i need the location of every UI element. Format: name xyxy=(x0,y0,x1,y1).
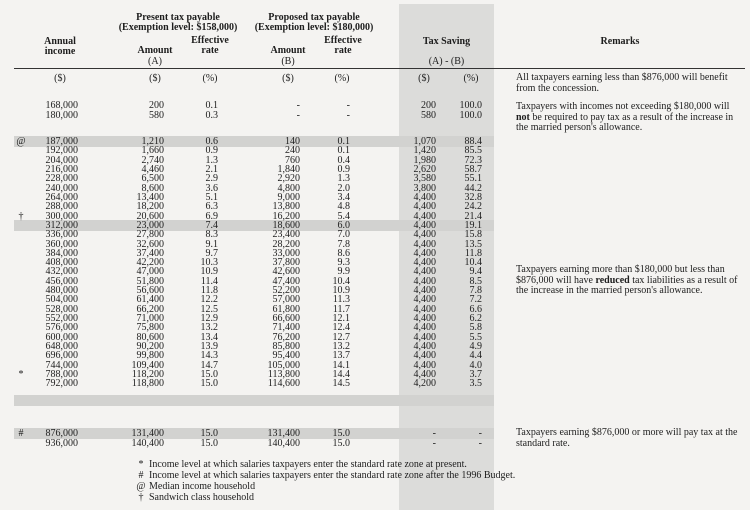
cell-save: 4,400 xyxy=(413,257,436,269)
cell-pr: 14.7 xyxy=(200,359,218,371)
cell-income: 456,000 xyxy=(45,275,78,287)
cell-pb: 95,400 xyxy=(272,350,300,362)
cell-pa: 2,740 xyxy=(141,154,164,166)
cell-pa: 118,200 xyxy=(131,369,164,380)
cell-save: 4,400 xyxy=(413,191,436,203)
cell-pa: 23,000 xyxy=(136,219,164,231)
header-present-title: Present tax payable xyxy=(136,12,220,23)
cell-pr: 1.3 xyxy=(205,154,218,166)
cell-save-pct: 55.1 xyxy=(464,173,482,185)
header-col-a: (A) xyxy=(148,56,162,67)
cell-prb: 0.9 xyxy=(337,163,350,175)
cell-save: 2,620 xyxy=(413,163,436,175)
cell-save-pct: 4.0 xyxy=(469,359,482,371)
cell-prb: - xyxy=(346,110,350,121)
remark-reduced-bold: reduced xyxy=(595,274,630,286)
cell-income: 480,000 xyxy=(45,285,78,297)
cell-pr: 10.3 xyxy=(200,257,218,269)
cell-mark: † xyxy=(18,210,24,222)
cell-save: 200 xyxy=(421,100,436,111)
cell-income: 300,000 xyxy=(45,210,78,222)
footnote-dagger-text: Sandwich class household xyxy=(149,492,254,503)
cell-pa: 61,400 xyxy=(136,294,164,306)
cell-prb: - xyxy=(346,100,350,111)
cell-pr: 0.3 xyxy=(205,110,218,121)
footnote-dagger-mark: † xyxy=(138,492,144,503)
cell-save: 4,400 xyxy=(413,350,436,362)
cell-pa: 118,800 xyxy=(131,378,164,390)
cell-save-pct: 10.4 xyxy=(464,257,482,269)
footnote-star-mark: * xyxy=(138,459,144,470)
cell-save: 1,420 xyxy=(413,145,436,157)
header-present-amount: Amount xyxy=(137,45,173,56)
unit-income: ($) xyxy=(54,73,66,84)
cell-income: 696,000 xyxy=(45,350,78,362)
footnote-dagger xyxy=(133,492,254,503)
cell-save-pct: 9.4 xyxy=(469,266,482,278)
cell-pa: 20,600 xyxy=(136,210,164,222)
cell-save: 3,580 xyxy=(413,173,436,185)
cell-income: 336,000 xyxy=(45,229,78,241)
cell-pb: 85,800 xyxy=(272,341,300,353)
cell-pb: 71,400 xyxy=(272,322,300,334)
cell-save-pct: - xyxy=(478,437,482,449)
cell-income: 788,000 xyxy=(45,369,78,380)
cell-save: 4,400 xyxy=(413,201,436,213)
cell-prb: 0.1 xyxy=(337,145,350,157)
unit-saving-pct: (%) xyxy=(463,73,479,84)
cell-save: 4,200 xyxy=(413,378,436,390)
cell-pb: 37,800 xyxy=(272,257,300,269)
cell-save: - xyxy=(432,437,436,449)
cell-save: 4,400 xyxy=(413,219,436,231)
cell-pb: 57,000 xyxy=(272,294,300,306)
cell-pb: - xyxy=(296,100,300,111)
cell-pr: 12.9 xyxy=(200,313,218,325)
cell-income: 528,000 xyxy=(45,303,78,315)
header-tax-saving: Tax Saving xyxy=(422,36,471,47)
cell-pr: 3.6 xyxy=(205,182,218,194)
cell-pb: 23,400 xyxy=(272,229,300,241)
cell-income: 936,000 xyxy=(45,437,78,449)
cell-save-pct: - xyxy=(478,428,482,439)
cell-save: 1,070 xyxy=(413,136,436,147)
unit-saving: ($) xyxy=(418,73,430,84)
cell-save: 4,400 xyxy=(413,331,436,343)
cell-pb: 2,920 xyxy=(277,173,300,185)
cell-save: 4,400 xyxy=(413,341,436,353)
cell-prb: 9.9 xyxy=(337,266,350,278)
cell-pr: 14.3 xyxy=(200,350,218,362)
header-present-rate-1: Effective xyxy=(191,35,229,46)
cell-income: 552,000 xyxy=(45,313,78,325)
cell-pr: 12.2 xyxy=(200,294,218,306)
header-present-exemption: (Exemption level: $158,000) xyxy=(118,22,238,33)
cell-pb: 76,200 xyxy=(272,331,300,343)
cell-pb: - xyxy=(296,110,300,121)
cell-pr: 5.1 xyxy=(205,191,218,203)
cell-prb: 12.4 xyxy=(332,322,350,334)
cell-prb: 12.1 xyxy=(332,313,350,325)
cell-pr: 11.8 xyxy=(200,285,218,297)
cell-mark: * xyxy=(18,369,24,380)
cell-save-pct: 19.1 xyxy=(464,219,482,231)
cell-prb: 14.1 xyxy=(332,359,350,371)
cell-pr: 11.4 xyxy=(200,275,218,287)
cell-income: 384,000 xyxy=(45,247,78,259)
cell-pb: 42,600 xyxy=(272,266,300,278)
cell-save: - xyxy=(432,428,436,439)
cell-income: 228,000 xyxy=(45,173,78,185)
cell-pr: 2.9 xyxy=(205,173,218,185)
cell-prb: 13.7 xyxy=(332,350,350,362)
remark-no-tax-bold: not xyxy=(516,111,530,123)
cell-save-pct: 32.8 xyxy=(464,191,482,203)
cell-pr: 0.6 xyxy=(205,136,218,147)
cell-income: 432,000 xyxy=(45,266,78,278)
cell-save-pct: 11.8 xyxy=(464,247,482,259)
cell-pa: 200 xyxy=(149,100,164,111)
cell-save: 4,400 xyxy=(413,322,436,334)
cell-pb: 105,000 xyxy=(267,359,300,371)
cell-pr: 10.9 xyxy=(200,266,218,278)
footnote-at-mark: @ xyxy=(136,481,146,492)
cell-prb: 15.0 xyxy=(332,437,350,449)
cell-pa: 1,210 xyxy=(141,136,164,147)
cell-pa: 131,400 xyxy=(131,428,164,439)
cell-save: 4,400 xyxy=(413,247,436,259)
cell-pr: 6.3 xyxy=(205,201,218,213)
cell-prb: 14.4 xyxy=(332,369,350,380)
cell-save-pct: 21.4 xyxy=(464,210,482,222)
cell-pb: 760 xyxy=(285,154,300,166)
header-present-rate-2: rate xyxy=(201,45,219,56)
cell-pr: 15.0 xyxy=(200,369,218,380)
cell-pr: 8.3 xyxy=(205,229,218,241)
cell-save-pct: 6.2 xyxy=(469,313,482,325)
footnote-at-text: Median income household xyxy=(149,481,256,492)
cell-prb: 10.4 xyxy=(332,275,350,287)
cell-income: 576,000 xyxy=(45,322,78,334)
cell-save: 580 xyxy=(421,110,436,121)
header-proposed-title: Proposed tax payable xyxy=(268,12,360,23)
cell-pa: 140,400 xyxy=(131,437,164,449)
header-annual-income-2: income xyxy=(44,46,76,57)
cell-pa: 99,800 xyxy=(136,350,164,362)
cell-prb: 10.9 xyxy=(332,285,350,297)
footnote-star xyxy=(133,459,467,470)
cell-prb: 11.3 xyxy=(332,294,350,306)
cell-save-pct: 88.4 xyxy=(464,136,482,147)
cell-income: 192,000 xyxy=(45,145,78,157)
cell-income: 600,000 xyxy=(45,331,78,343)
cell-prb: 14.5 xyxy=(332,378,350,390)
cell-income: 240,000 xyxy=(45,182,78,194)
cell-prb: 7.0 xyxy=(337,229,350,241)
cell-prb: 6.0 xyxy=(337,219,350,231)
cell-pr: 6.9 xyxy=(205,210,218,222)
cell-save: 4,400 xyxy=(413,210,436,222)
cell-prb: 0.4 xyxy=(337,154,350,166)
cell-pa: 42,200 xyxy=(136,257,164,269)
highlight-row-standard-present xyxy=(14,395,494,406)
cell-pb: 114,600 xyxy=(267,378,300,390)
cell-pa: 6,500 xyxy=(141,173,164,185)
cell-pb: 33,000 xyxy=(272,247,300,259)
cell-income: 168,000 xyxy=(45,100,78,111)
cell-income: 876,000 xyxy=(45,428,78,439)
cell-pb: 52,200 xyxy=(272,285,300,297)
cell-income: 312,000 xyxy=(45,219,78,231)
cell-save-pct: 4.4 xyxy=(469,350,482,362)
cell-pr: 13.4 xyxy=(200,331,218,343)
cell-pr: 15.0 xyxy=(200,437,218,449)
unit-present-amount: ($) xyxy=(149,73,161,84)
header-rule xyxy=(14,68,745,69)
cell-mark: # xyxy=(18,428,24,439)
cell-save-pct: 72.3 xyxy=(464,154,482,166)
cell-pa: 80,600 xyxy=(136,331,164,343)
cell-pa: 90,200 xyxy=(136,341,164,353)
cell-prb: 13.2 xyxy=(332,341,350,353)
cell-prb: 9.3 xyxy=(337,257,350,269)
cell-income: 504,000 xyxy=(45,294,78,306)
header-col-b: (B) xyxy=(281,56,295,67)
cell-save-pct: 7.2 xyxy=(469,294,482,306)
cell-pa: 32,600 xyxy=(136,238,164,250)
cell-pr: 13.9 xyxy=(200,341,218,353)
cell-save: 4,400 xyxy=(413,303,436,315)
cell-save-pct: 100.0 xyxy=(459,110,482,121)
cell-save-pct: 44.2 xyxy=(464,182,482,194)
cell-prb: 1.3 xyxy=(337,173,350,185)
cell-income: 648,000 xyxy=(45,341,78,353)
cell-pb: 61,800 xyxy=(272,303,300,315)
cell-pr: 0.9 xyxy=(205,145,218,157)
footnote-star-text: Income level at which salaries taxpayers enter the standard rate zone at present. xyxy=(149,459,467,470)
remark-no-tax xyxy=(516,102,744,134)
cell-save-pct: 7.8 xyxy=(469,285,482,297)
cell-pa: 27,800 xyxy=(136,229,164,241)
remark-reduced-text-2: tax liabilities as a result of the increase in the married person's allowance. xyxy=(516,274,738,296)
cell-save-pct: 3.5 xyxy=(469,378,482,390)
cell-save: 4,400 xyxy=(413,313,436,325)
cell-prb: 4.8 xyxy=(337,201,350,213)
cell-save: 4,400 xyxy=(413,359,436,371)
cell-pb: 18,600 xyxy=(272,219,300,231)
cell-income: 216,000 xyxy=(45,163,78,175)
remark-standard-rate: Taxpayers earning $876,000 or more will pay tax at the standard rate. xyxy=(516,427,738,449)
cell-save: 4,400 xyxy=(413,369,436,380)
cell-pr: 15.0 xyxy=(200,378,218,390)
cell-save-pct: 6.6 xyxy=(469,303,482,315)
cell-prb: 7.8 xyxy=(337,238,350,250)
remark-no-tax-text-1: Taxpayers with incomes not exceeding $180,000 will xyxy=(516,101,730,112)
cell-save-pct: 85.5 xyxy=(464,145,482,157)
cell-pb: 66,600 xyxy=(272,313,300,325)
footnote-hash xyxy=(133,470,515,481)
cell-pa: 580 xyxy=(149,110,164,121)
cell-save: 3,800 xyxy=(413,182,436,194)
cell-income: 180,000 xyxy=(45,110,78,121)
cell-mark: @ xyxy=(16,136,26,147)
cell-pb: 1,840 xyxy=(277,163,300,175)
header-proposed-amount: Amount xyxy=(270,45,306,56)
cell-save-pct: 15.8 xyxy=(464,229,482,241)
cell-prb: 3.4 xyxy=(337,191,350,203)
cell-pb: 140 xyxy=(285,136,300,147)
cell-pb: 4,800 xyxy=(277,182,300,194)
cell-pb: 131,400 xyxy=(267,428,300,439)
cell-save-pct: 58.7 xyxy=(464,163,482,175)
header-proposed-rate-2: rate xyxy=(334,45,352,56)
cell-pa: 13,400 xyxy=(136,191,164,203)
remark-no-tax-text-2: be required to pay tax as a result of the increase in the married person's allowance. xyxy=(516,111,734,133)
cell-income: 187,000 xyxy=(45,136,78,147)
cell-pa: 71,000 xyxy=(136,313,164,325)
cell-save: 4,400 xyxy=(413,294,436,306)
cell-pb: 13,800 xyxy=(272,201,300,213)
header-remarks: Remarks xyxy=(600,36,640,47)
cell-income: 360,000 xyxy=(45,238,78,250)
cell-income: 288,000 xyxy=(45,201,78,213)
cell-pa: 109,400 xyxy=(131,359,164,371)
cell-pa: 51,800 xyxy=(136,275,164,287)
cell-save: 4,400 xyxy=(413,285,436,297)
header-proposed-exemption: (Exemption level: $180,000) xyxy=(254,22,374,33)
remark-reduced xyxy=(516,265,744,297)
cell-save-pct: 13.5 xyxy=(464,238,482,250)
cell-pa: 66,200 xyxy=(136,303,164,315)
unit-proposed-rate: (%) xyxy=(334,73,350,84)
cell-save-pct: 5.5 xyxy=(469,331,482,343)
cell-save-pct: 8.5 xyxy=(469,275,482,287)
unit-proposed-amount: ($) xyxy=(282,73,294,84)
cell-pb: 9,000 xyxy=(277,191,300,203)
cell-income: 264,000 xyxy=(45,191,78,203)
cell-save-pct: 3.7 xyxy=(469,369,482,380)
cell-save: 4,400 xyxy=(413,229,436,241)
cell-pb: 16,200 xyxy=(272,210,300,222)
cell-pr: 9.1 xyxy=(205,238,218,250)
cell-prb: 8.6 xyxy=(337,247,350,259)
footnote-hash-text: Income level at which salaries taxpayers enter the standard rate zone after the 1996 Budget. xyxy=(149,470,516,481)
cell-pa: 1,660 xyxy=(141,145,164,157)
cell-income: 204,000 xyxy=(45,154,78,166)
cell-pa: 75,800 xyxy=(136,322,164,334)
cell-pr: 13.2 xyxy=(200,322,218,334)
remark-all-benefit: All taxpayers earning less than $876,000 will benefit from the concession. xyxy=(516,72,728,94)
cell-pb: 140,400 xyxy=(267,437,300,449)
cell-pa: 56,600 xyxy=(136,285,164,297)
cell-pa: 47,000 xyxy=(136,266,164,278)
cell-save: 4,400 xyxy=(413,275,436,287)
footnote-hash-mark: # xyxy=(138,470,144,481)
cell-pr: 7.4 xyxy=(205,219,218,231)
unit-present-rate: (%) xyxy=(202,73,218,84)
cell-pr: 0.1 xyxy=(205,100,218,111)
cell-income: 408,000 xyxy=(45,257,78,269)
cell-save-pct: 5.8 xyxy=(469,322,482,334)
cell-prb: 15.0 xyxy=(332,428,350,439)
cell-save: 1,980 xyxy=(413,154,436,166)
cell-pr: 15.0 xyxy=(200,428,218,439)
cell-pa: 37,400 xyxy=(136,247,164,259)
header-proposed-rate-1: Effective xyxy=(324,35,362,46)
cell-prb: 2.0 xyxy=(337,182,350,194)
cell-save-pct: 100.0 xyxy=(459,100,482,111)
header-annual-income-1: Annual xyxy=(44,36,76,47)
cell-pr: 2.1 xyxy=(205,163,218,175)
cell-pb: 47,400 xyxy=(272,275,300,287)
cell-income: 744,000 xyxy=(45,359,78,371)
cell-save: 4,400 xyxy=(413,266,436,278)
cell-pa: 8,600 xyxy=(141,182,164,194)
footnote-at xyxy=(133,481,255,492)
cell-pa: 18,200 xyxy=(136,201,164,213)
remark-reduced-text-1: Taxpayers earning more than $180,000 but less than $876,000 will have xyxy=(516,264,725,286)
cell-prb: 12.7 xyxy=(332,331,350,343)
cell-prb: 5.4 xyxy=(337,210,350,222)
header-col-ab: (A) - (B) xyxy=(428,56,465,67)
cell-prb: 11.7 xyxy=(332,303,350,315)
cell-save-pct: 24.2 xyxy=(464,201,482,213)
cell-prb: 0.1 xyxy=(337,136,350,147)
cell-save-pct: 4.9 xyxy=(469,341,482,353)
cell-pb: 240 xyxy=(285,145,300,157)
cell-pb: 113,800 xyxy=(267,369,300,380)
cell-pr: 12.5 xyxy=(200,303,218,315)
cell-save: 4,400 xyxy=(413,238,436,250)
cell-pr: 9.7 xyxy=(205,247,218,259)
cell-pb: 28,200 xyxy=(272,238,300,250)
cell-pa: 4,460 xyxy=(141,163,164,175)
cell-income: 792,000 xyxy=(45,378,78,390)
